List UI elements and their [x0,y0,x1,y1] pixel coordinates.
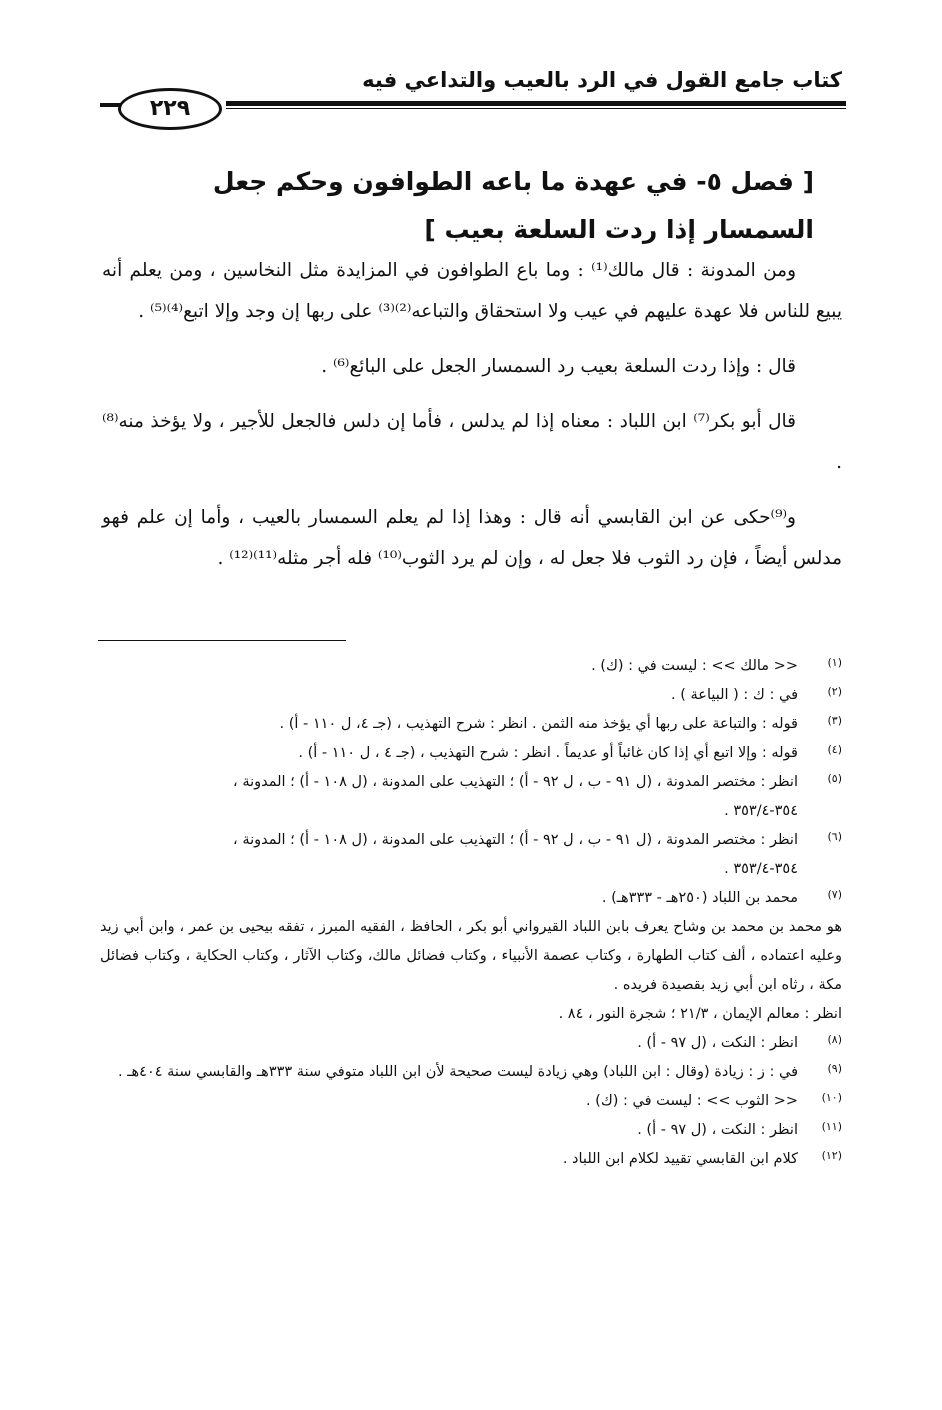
footnote-text: ٣٥٤-٣٥٣/٤ . [724,861,798,877]
footnote-text: << الثوب >> : ليست في : (ك) . [585,1093,798,1109]
footnote-number: (١٢) [821,1149,842,1162]
footnote-text: انظر : مختصر المدونة ، (ل ٩١ - ب ، ل ٩٢ - أ) ؛ التهذيب على المدونة ، (ل ١٠٨ - أ) ؛ المدونة ، [233,832,798,848]
footnote-biography: هو محمد بن محمد بن وشاح يعرف بابن اللباد القيرواني أبو بكر ، الحافظ ، الفقيه المبرز ، تفقه بيحيى بن عمر ، وابن أبي زيد وعليه اعتماده ، ألف كتاب الطهارة ، وكتاب عصمة الأنبياء ، وكتاب فضائل مالك، وكتاب الآثار ، وكتاب الحكاية ، وكتاب فضائل مكة ، رثاه ابن أبي زيد بقصيدة فريده . [100,919,842,993]
footnote-number: (٨) [827,1033,842,1046]
footnote-separator [98,640,346,641]
footnote-number: (٣) [827,714,842,727]
footnote-number: (٦) [827,830,842,843]
footnote-text: كلام ابن القابسي تقييد لكلام ابن اللباد . [562,1151,798,1167]
chapter-title: [ فصل ٥- في عهدة ما باعه الطوافون وحكم جعل السمسار إذا ردت السلعة بعيب ] [212,167,814,244]
footnote [100,884,842,1029]
footnote [100,1087,842,1116]
footnote-number: (١) [827,656,842,669]
footnote-number: (٩) [827,1062,842,1075]
footnote-text: ٣٥٤-٣٥٣/٤ . [724,803,798,819]
footnote-text: انظر : النكت ، (ل ٩٧ - أ) . [637,1122,798,1138]
footnote [100,1145,842,1174]
footnote-number: (٥) [827,772,842,785]
footnote-number: (٤) [827,743,842,756]
header-rule-thin [226,108,846,109]
footnote-text: قوله : والتباعة على ربها أي يؤخذ منه الثمن . انظر : شرح التهذيب ، (جـ ٤، ل ١١٠ - أ) . [279,716,798,732]
footnote [100,652,842,681]
footnote [100,1116,842,1145]
footnote-text: انظر : النكت ، (ل ٩٧ - أ) . [637,1035,798,1051]
footnote [100,739,842,768]
footnote-text: في : ز : زيادة (وقال : ابن اللباد) وهي زيادة ليست صحيحة لأن ابن اللباد متوفي سنة ٣٣٣هـ والقابسي سنة ٤٠٤هـ . [118,1064,798,1080]
footnote [100,1029,842,1058]
header-rule [226,101,846,106]
paragraph: قال أبو بكر⁽⁷⁾ ابن اللباد : معناه إذا لم يدلس ، فأما إن دلس فالجعل للأجير ، ولا يؤخذ منه⁽⁸⁾ . [102,411,842,473]
footnotes [100,652,842,1174]
footnote-number: (٢) [827,685,842,698]
paragraph: ومن المدونة : قال مالك⁽¹⁾ : وما باع الطوافون في المزايدة مثل النخاسين ، ومن يعلم أنه يبيع للناس فلا عهدة عليهم في عيب ولا استحقاق والتباعه⁽²⁾⁽³⁾ على ربها إن وجد وإلا اتبع⁽⁴⁾⁽⁵⁾ . [102,260,842,322]
footnote-text: قوله : وإلا اتبع أي إذا كان غائباً أو عديماً . انظر : شرح التهذيب ، (جـ ٤ ، ل ١١٠ - أ) . [298,745,798,761]
running-title: كتاب جامع القول في الرد بالعيب والتداعي فيه [362,68,842,92]
paragraph: قال : وإذا ردت السلعة بعيب رد السمسار الجعل على البائع⁽⁶⁾ . [321,356,796,377]
body-text [102,250,842,593]
footnote [100,681,842,710]
footnote-reference: انظر : معالم الإيمان ، ٢١/٣ ؛ شجرة النور ، ٨٤ . [558,1006,842,1022]
footnote-number: (١٠) [821,1091,842,1104]
paragraph: و⁽⁹⁾حكى عن ابن القابسي أنه قال : وهذا إذا لم يعلم السمسار بالعيب ، وأما إن علم فهو مدلس أيضاً ، فإن رد الثوب فلا جعل له ، وإن لم يرد الثوب⁽¹⁰⁾ فله أجر مثله⁽¹¹⁾⁽¹²⁾ . [102,507,842,569]
footnote [100,1058,842,1087]
footnote-number: (١١) [821,1120,842,1133]
page-number: ٢٢٩ [118,88,222,130]
footnote [100,826,842,884]
footnote-text: << مالك >> : ليست في : (ك) . [591,658,798,674]
footnote [100,710,842,739]
footnote-text: في : ك : ( البياعة ) . [671,687,798,703]
footnote [100,768,842,826]
footnote-text: محمد بن اللباد (٢٥٠هـ - ٣٣٣هـ) . [601,890,798,906]
footnote-number: (٧) [827,888,842,901]
footnote-text: انظر : مختصر المدونة ، (ل ٩١ - ب ، ل ٩٢ - أ) ؛ التهذيب على المدونة ، (ل ١٠٨ - أ) ؛ المدونة ، [233,774,798,790]
